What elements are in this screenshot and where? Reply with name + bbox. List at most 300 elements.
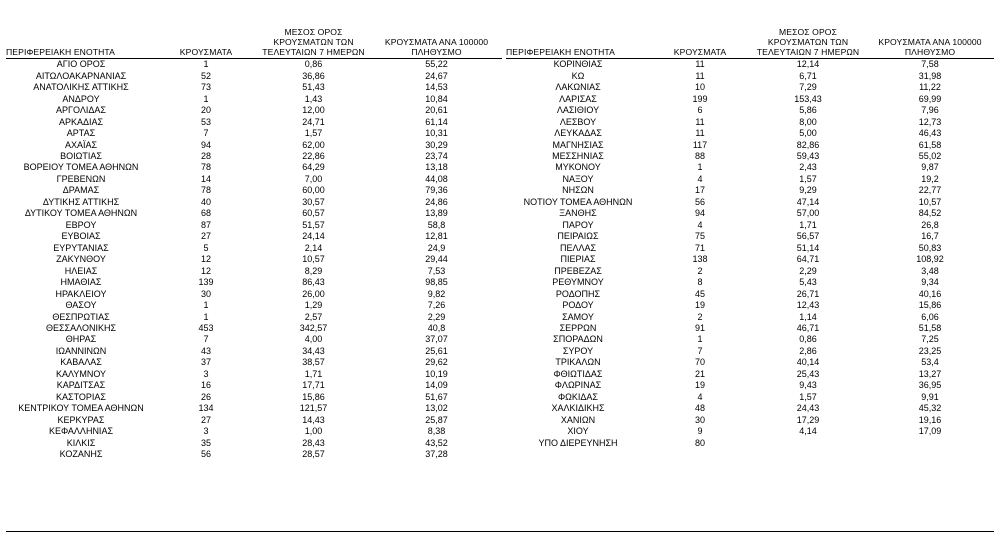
per-100k-cell: 58,8	[427, 219, 446, 230]
region-cell: ΜΕΣΣΗΝΙΑΣ	[552, 150, 604, 161]
avg-7day-cell: 47,14	[796, 196, 820, 207]
region-cell: ΕΥΒΟΙΑΣ	[61, 231, 101, 242]
per-100k-cell: 45,32	[918, 403, 942, 414]
per-100k-cell: 11,22	[919, 82, 941, 93]
cases-cell: 45	[694, 288, 705, 299]
cases-cell: 7	[203, 334, 209, 345]
region-cell: ΚΕΡΚΥΡΑΣ	[57, 414, 105, 425]
per-100k-cell: 12,81	[425, 231, 448, 242]
cases-cell: 4	[697, 219, 703, 230]
per-100k-cell: 24,67	[425, 70, 448, 81]
avg-header-line3: ΤΕΛΕΥΤΑΙΩΝ 7 ΗΜΕΡΩΝ	[756, 47, 860, 57]
avg-7day-cell: 6,71	[799, 70, 817, 81]
region-cell: ΚΟΖΑΝΗΣ	[59, 449, 103, 460]
left-header-row	[6, 10, 502, 59]
avg-7day-cell: 60,00	[302, 185, 325, 196]
per-100k-cell: 40,16	[918, 288, 942, 299]
table-row	[6, 243, 502, 254]
cases-cell: 27	[200, 414, 211, 425]
table-row	[6, 139, 502, 150]
region-cell: ΝΑΞΟΥ	[562, 173, 594, 184]
per-100k-cell: 15,86	[918, 300, 942, 311]
cases-cell: 43	[200, 345, 211, 356]
avg-7day-cell: 34,43	[302, 345, 325, 356]
avg-7day-cell: 15,86	[302, 391, 325, 402]
per-100k-cell: 8,38	[427, 426, 446, 437]
region-cell: ΕΥΡΥΤΑΝΙΑΣ	[53, 242, 109, 253]
avg-7day-cell: 12,14	[796, 59, 820, 70]
per-100k-cell: 51,58	[918, 323, 942, 334]
avg-header-line3: ΤΕΛΕΥΤΑΙΩΝ 7 ΗΜΕΡΩΝ	[262, 47, 365, 57]
region-cell: ΦΩΚΙΔΑΣ	[558, 391, 598, 402]
table-row	[506, 265, 994, 276]
avg-7day-cell: 1,71	[799, 219, 817, 230]
region-cell: ΝΗΣΩΝ	[562, 185, 594, 196]
avg-7day-cell: 25,43	[796, 368, 820, 379]
per-100k-cell: 30,29	[425, 139, 448, 150]
region-cell: ΚΑΒΑΛΑΣ	[60, 357, 102, 368]
per-100k-cell: 10,31	[425, 128, 448, 139]
avg-7day-cell: 57,00	[796, 208, 820, 219]
table-row	[6, 128, 502, 139]
avg-7day-cell: 22,86	[302, 150, 325, 161]
avg-7day-cell: 1,29	[304, 300, 323, 311]
per-100k-cell: 23,74	[425, 150, 448, 161]
avg-7day-cell: 60,57	[302, 208, 325, 219]
region-cell: ΑΝΔΡΟΥ	[62, 93, 100, 104]
cases-cell: 12	[200, 254, 211, 265]
cases-cell: 35	[200, 437, 211, 448]
cases-cell: 14	[200, 173, 211, 184]
avg-7day-cell: 24,43	[796, 403, 820, 414]
region-cell: ΡΟΔΟΥ	[562, 300, 594, 311]
table-row	[506, 437, 994, 448]
avg-7day-cell: 0,86	[799, 334, 817, 345]
per-100k-cell: 10,84	[425, 93, 448, 104]
cases-cell: 11	[695, 128, 705, 139]
table-row	[506, 277, 994, 288]
table-row	[6, 162, 502, 173]
cases-cell: 1	[697, 334, 703, 345]
region-cell: ΛΑΚΩΝΙΑΣ	[555, 82, 601, 93]
region-cell: ΛΕΥΚΑΔΑΣ	[554, 128, 602, 139]
cases-cell: 94	[694, 208, 705, 219]
region-cell: ΚΑΣΤΟΡΙΑΣ	[56, 391, 106, 402]
region-cell: ΡΕΘΥΜΝΟΥ	[552, 277, 604, 288]
cases-cell: 75	[694, 231, 705, 242]
right-table	[506, 10, 994, 449]
avg-7day-cell: 51,43	[302, 82, 325, 93]
cases-cell: 19	[694, 300, 705, 311]
avg-7day-cell: 36,86	[302, 70, 325, 81]
avg-7day-cell: 62,00	[302, 139, 325, 150]
table-row	[506, 208, 994, 219]
per-100k-cell: 19,16	[918, 414, 942, 425]
cases-cell: 2	[697, 311, 703, 322]
table-row	[6, 174, 502, 185]
region-cell: ΛΑΣΙΘΙΟΥ	[556, 105, 600, 116]
table-row	[506, 70, 994, 81]
region-cell: ΧΑΝΙΩΝ	[560, 414, 596, 425]
per-100k-cell: 53,4	[921, 357, 939, 368]
cases-cell: 10	[694, 82, 705, 93]
region-cell: ΚΟΡΙΝΘΙΑΣ	[553, 59, 603, 70]
cases-cell: 30	[694, 414, 705, 425]
table-row	[6, 93, 502, 104]
table-row	[506, 197, 994, 208]
table-row	[506, 357, 994, 368]
table-row	[6, 369, 502, 380]
table-row	[506, 426, 994, 437]
table-row	[506, 151, 994, 162]
region-cell: ΚΑΡΔΙΤΣΑΣ	[56, 380, 106, 391]
avg-7day-cell: 8,29	[304, 265, 323, 276]
per-100k-cell: 17,09	[918, 426, 942, 437]
per-100k-cell: 51,67	[425, 391, 448, 402]
avg-7day-cell: 7,29	[799, 82, 817, 93]
table-row	[506, 162, 994, 173]
region-cell: ΚΕΦΑΛΛΗΝΙΑΣ	[48, 426, 114, 437]
table-row	[506, 82, 994, 93]
cases-cell: 2	[697, 265, 703, 276]
avg-7day-cell: 10,57	[302, 254, 325, 265]
cases-cell: 11	[695, 70, 705, 81]
avg-7day-cell: 2,43	[799, 162, 817, 173]
avg-7day-cell: 1,00	[304, 426, 323, 437]
cases-cell: 94	[200, 139, 211, 150]
cases-cell: 37	[200, 357, 211, 368]
cases-cell: 453	[198, 323, 214, 334]
per-100k-cell: 7,53	[427, 265, 446, 276]
per-100k-cell: 43,52	[425, 437, 448, 448]
region-cell: ΚΩ	[571, 70, 585, 81]
region-cell: ΕΒΡΟΥ	[65, 219, 97, 230]
avg-7day-cell: 121,57	[299, 403, 328, 414]
avg-7day-cell: 5,43	[799, 277, 817, 288]
region-cell: ΑΡΓΟΛΙΔΑΣ	[56, 105, 106, 116]
avg-header-line2: ΚΡΟΥΣΜΑΤΩΝ ΤΩΝ	[273, 37, 354, 47]
per-100k-cell: 2,29	[427, 311, 446, 322]
avg-7day-cell: 1,43	[304, 93, 323, 104]
table-row	[6, 392, 502, 403]
cases-cell: 68	[200, 208, 211, 219]
cases-cell: 134	[198, 403, 214, 414]
avg-7day-cell: 82,86	[796, 139, 820, 150]
avg-7day-cell: 28,57	[302, 449, 325, 460]
region-cell: ΚΑΛΥΜΝΟΥ	[55, 368, 107, 379]
region-cell: ΒΟΡΕΙΟΥ ΤΟΜΕΑ ΑΘΗΝΩΝ	[23, 162, 139, 173]
cases-cell: 117	[692, 139, 708, 150]
region-cell: ΚΙΛΚΙΣ	[66, 437, 96, 448]
table-row	[6, 288, 502, 299]
avg-7day-cell: 64,71	[796, 254, 820, 265]
cases-cell: 6	[697, 105, 703, 116]
cases-cell: 30	[200, 288, 211, 299]
per-100k-cell: 7,96	[921, 105, 939, 116]
table-row	[6, 449, 502, 460]
table-row	[506, 323, 994, 334]
per-100k-cell: 24,9	[427, 242, 446, 253]
per-100k-cell: 79,36	[425, 185, 448, 196]
region-cell: ΠΕΛΛΑΣ	[559, 242, 597, 253]
cases-cell: 9	[697, 426, 703, 437]
per-100k-cell: 22,77	[918, 185, 942, 196]
left-table	[6, 10, 502, 460]
cases-cell: 12	[200, 265, 211, 276]
per-100k-cell: 61,14	[425, 116, 448, 127]
per-100k-cell: 37,07	[425, 334, 448, 345]
cases-cell: 80	[694, 437, 705, 448]
table-row	[6, 265, 502, 276]
cases-cell: 1	[697, 162, 703, 173]
table-row	[6, 254, 502, 265]
region-cell: ΑΧΑΪΑΣ	[64, 139, 98, 150]
table-row	[6, 380, 502, 391]
per-100k-cell: 55,02	[918, 150, 942, 161]
region-cell: ΗΛΕΙΑΣ	[64, 265, 98, 276]
cases-cell: 40	[200, 196, 211, 207]
cases-cell: 3	[203, 368, 209, 379]
avg-7day-cell: 2,29	[799, 265, 817, 276]
table-row	[6, 82, 502, 93]
table-row	[506, 380, 994, 391]
per-100k-cell: 46,43	[918, 128, 942, 139]
per-100k-cell: 12,73	[918, 116, 942, 127]
avg-7day-column-header	[256, 27, 371, 58]
cases-cell: 28	[200, 150, 211, 161]
avg-7day-cell: 12,43	[796, 300, 820, 311]
cases-cell: 27	[200, 231, 211, 242]
region-cell: ΒΟΙΩΤΙΑΣ	[60, 150, 102, 161]
region-cell: ΘΕΣΣΑΛΟΝΙΚΗΣ	[45, 323, 117, 334]
table-row	[506, 185, 994, 196]
region-cell: ΑΡΚΑΔΙΑΣ	[58, 116, 104, 127]
cases-cell: 1	[203, 59, 209, 70]
region-cell: ΗΜΑΘΙΑΣ	[60, 277, 102, 288]
cases-cell: 1	[203, 311, 209, 322]
avg-7day-cell: 8,00	[799, 116, 817, 127]
per-100k-cell: 40,8	[427, 323, 446, 334]
avg-7day-cell: 51,14	[796, 242, 820, 253]
table-row	[6, 116, 502, 127]
avg-7day-cell: 17,71	[302, 380, 325, 391]
avg-7day-cell: 86,43	[302, 277, 325, 288]
cases-cell: 199	[692, 93, 708, 104]
per-100k-cell: 13,89	[425, 208, 448, 219]
per-100k-cell: 84,52	[918, 208, 942, 219]
table-row	[506, 139, 994, 150]
avg-7day-cell: 4,00	[304, 334, 323, 345]
table-row	[6, 231, 502, 242]
table-row	[6, 323, 502, 334]
per-100k-cell: 55,22	[425, 59, 448, 70]
table-row	[506, 334, 994, 345]
table-row	[6, 277, 502, 288]
cases-cell: 11	[695, 116, 705, 127]
cases-cell: 5	[203, 242, 209, 253]
right-rows	[506, 59, 994, 449]
region-cell: ΗΡΑΚΛΕΙΟΥ	[55, 288, 107, 299]
per-100k-cell: 36,95	[918, 380, 942, 391]
avg-7day-cell: 9,43	[799, 380, 817, 391]
cases-cell: 73	[200, 82, 211, 93]
avg-7day-cell: 12,00	[302, 105, 325, 116]
per-100k-cell: 44,08	[425, 173, 448, 184]
per-100k-cell: 10,57	[918, 196, 942, 207]
avg-7day-cell: 14,43	[302, 414, 325, 425]
table-row	[6, 300, 502, 311]
table-row	[506, 369, 994, 380]
per-100k-cell: 9,82	[427, 288, 446, 299]
avg-7day-cell: 153,43	[794, 93, 822, 104]
table-row	[506, 415, 994, 426]
per-100k-cell: 29,44	[425, 254, 448, 265]
avg-7day-cell: 1,57	[304, 128, 323, 139]
avg-7day-cell: 7,00	[304, 173, 323, 184]
region-cell: ΙΩΑΝΝΙΝΩΝ	[55, 345, 107, 356]
avg-7day-cell: 26,71	[796, 288, 820, 299]
per-100k-cell: 7,58	[921, 59, 939, 70]
table-row	[506, 59, 994, 70]
per-100k-cell: 37,28	[425, 449, 448, 460]
table-row	[506, 243, 994, 254]
region-cell: ΝΟΤΙΟΥ ΤΟΜΕΑ ΑΘΗΝΩΝ	[523, 196, 633, 207]
avg-header-line1: ΜΕΣΟΣ ΟΡΟΣ	[778, 27, 837, 37]
table-row	[6, 311, 502, 322]
avg-7day-cell: 5,00	[799, 128, 817, 139]
cases-cell: 21	[694, 368, 705, 379]
region-cell: ΠΙΕΡΙΑΣ	[560, 254, 596, 265]
cases-cell: 138	[692, 254, 708, 265]
table-row	[6, 403, 502, 414]
region-cell: ΦΛΩΡΙΝΑΣ	[554, 380, 602, 391]
table-row	[6, 415, 502, 426]
region-cell: ΛΕΣΒΟΥ	[559, 116, 597, 127]
table-row	[506, 346, 994, 357]
per-100k-cell: 7,25	[921, 334, 939, 345]
per-100k-cell: 98,85	[425, 277, 448, 288]
table-row	[506, 231, 994, 242]
per-100k-cell: 6,06	[921, 311, 939, 322]
avg-7day-cell: 342,57	[299, 323, 328, 334]
table-row	[6, 426, 502, 437]
per-100k-cell: 14,09	[425, 380, 448, 391]
cases-cell: 19	[694, 380, 705, 391]
cases-cell: 52	[200, 70, 211, 81]
avg-header-line1: ΜΕΣΟΣ ΟΡΟΣ	[284, 27, 343, 37]
table-row	[506, 392, 994, 403]
table-row	[506, 105, 994, 116]
region-cell: ΣΑΜΟΥ	[562, 311, 594, 322]
per-100k-cell: 3,48	[921, 265, 939, 276]
cases-cell: 78	[200, 162, 211, 173]
cases-cell: 78	[200, 185, 211, 196]
table-row	[6, 185, 502, 196]
table-row	[6, 220, 502, 231]
per-100k-cell: 13,27	[918, 368, 942, 379]
cases-cell: 16	[200, 380, 211, 391]
region-cell: ΣΕΡΡΩΝ	[559, 323, 597, 334]
per-100k-cell: 9,34	[921, 277, 939, 288]
per-header-line2: ΠΛΗΘΥΣΜΟ	[411, 47, 462, 57]
cases-cell: 71	[694, 242, 705, 253]
region-column-header: ΠΕΡΙΦΕΡΕΙΑΚΗ ΕΝΟΤΗΤΑ	[6, 47, 115, 57]
region-cell: ΠΡΕΒΕΖΑΣ	[554, 265, 602, 276]
region-cell: ΛΑΡΙΣΑΣ	[559, 93, 597, 104]
cases-cell: 88	[694, 150, 705, 161]
per-100k-cell: 13,02	[425, 403, 448, 414]
cases-cell: 53	[200, 116, 211, 127]
per-100k-column-header	[866, 37, 994, 58]
table-row	[506, 254, 994, 265]
table-row	[6, 357, 502, 368]
per-100k-cell: 25,61	[425, 345, 448, 356]
region-column-header: ΠΕΡΙΦΕΡΕΙΑΚΗ ΕΝΟΤΗΤΑ	[506, 47, 615, 57]
per-100k-cell: 9,87	[921, 162, 939, 173]
table-row	[506, 174, 994, 185]
table-row	[506, 300, 994, 311]
per-100k-cell: 13,18	[425, 162, 448, 173]
region-cell: ΧΙΟΥ	[567, 426, 589, 437]
avg-7day-cell: 26,00	[302, 288, 325, 299]
table-row	[506, 288, 994, 299]
bottom-divider	[6, 531, 994, 532]
table-row	[6, 437, 502, 448]
avg-7day-cell: 9,29	[799, 185, 817, 196]
per-header-line2: ΠΛΗΘΥΣΜΟ	[904, 47, 956, 57]
avg-7day-cell: 64,29	[302, 162, 325, 173]
cases-column-header: ΚΡΟΥΣΜΑΤΑ	[179, 47, 233, 57]
left-rows	[6, 59, 502, 460]
avg-7day-cell: 4,14	[799, 426, 817, 437]
cases-cell: 1	[203, 300, 209, 311]
table-row	[6, 105, 502, 116]
table-row	[6, 208, 502, 219]
region-cell: ΑΝΑΤΟΛΙΚΗΣ ΑΤΤΙΚΗΣ	[33, 82, 129, 93]
per-100k-cell: 31,98	[918, 70, 942, 81]
avg-7day-column-header	[750, 27, 866, 58]
avg-7day-cell: 24,14	[302, 231, 325, 242]
region-cell: ΡΟΔΟΠΗΣ	[555, 288, 601, 299]
avg-7day-cell: 46,71	[796, 323, 820, 334]
avg-header-line2: ΚΡΟΥΣΜΑΤΩΝ ΤΩΝ	[767, 37, 849, 47]
region-cell: ΖΑΚΥΝΘΟΥ	[56, 254, 106, 265]
region-cell: ΘΑΣΟΥ	[65, 300, 97, 311]
cases-cell: 56	[694, 196, 705, 207]
avg-7day-cell: 51,57	[302, 219, 325, 230]
cases-cell: 91	[694, 323, 705, 334]
avg-7day-cell: 2,57	[304, 311, 323, 322]
per-100k-cell: 16,7	[921, 231, 939, 242]
per-100k-cell: 69,99	[918, 93, 942, 104]
per-100k-column-header	[371, 37, 502, 58]
avg-7day-cell: 1,57	[799, 173, 817, 184]
region-cell: ΔΡΑΜΑΣ	[62, 185, 100, 196]
avg-7day-cell: 2,14	[304, 242, 323, 253]
region-cell: ΜΑΓΝΗΣΙΑΣ	[552, 139, 604, 150]
avg-7day-cell: 2,86	[799, 345, 817, 356]
avg-7day-cell: 56,57	[796, 231, 820, 242]
cases-cell: 139	[198, 277, 214, 288]
table-row	[6, 70, 502, 81]
per-header-line1: ΚΡΟΥΣΜΑΤΑ ΑΝΑ 100000	[384, 37, 489, 47]
region-cell: ΘΕΣΠΡΩΤΙΑΣ	[52, 311, 110, 322]
per-100k-cell: 29,62	[425, 357, 448, 368]
per-100k-cell: 26,8	[921, 219, 939, 230]
avg-7day-cell: 28,43	[302, 437, 325, 448]
avg-7day-cell: 40,14	[796, 357, 820, 368]
right-header-row	[506, 10, 994, 59]
